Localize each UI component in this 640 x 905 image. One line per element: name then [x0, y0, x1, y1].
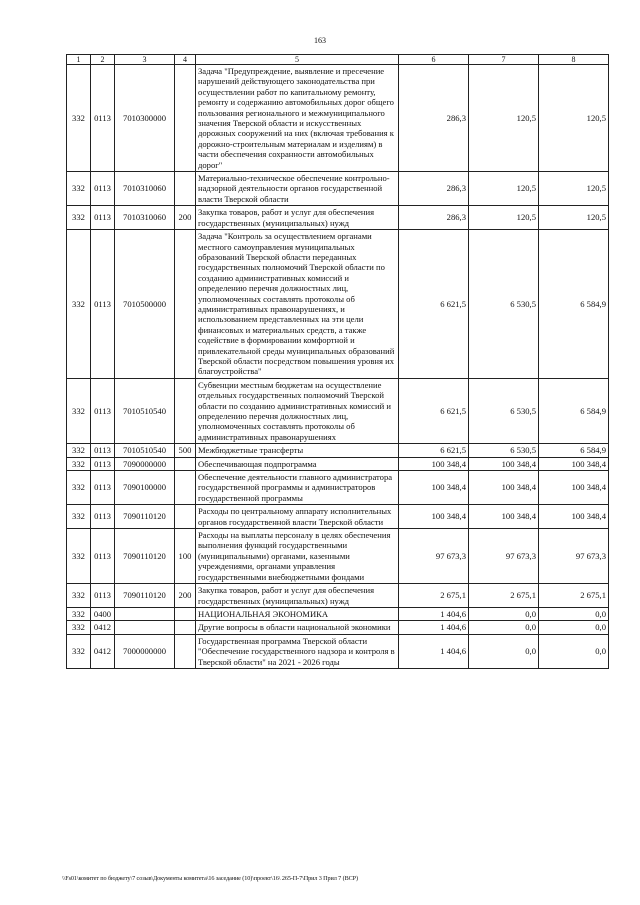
- column-header: 2: [91, 55, 115, 65]
- admin-code-cell: 332: [67, 634, 91, 668]
- admin-code-cell: 332: [67, 378, 91, 443]
- description-cell: НАЦИОНАЛЬНАЯ ЭКОНОМИКА: [196, 607, 399, 620]
- admin-code-cell: 332: [67, 172, 91, 206]
- target-article-cell: 7090110120: [115, 529, 175, 584]
- admin-code-cell: 332: [67, 471, 91, 505]
- amount-col7-cell: 100 348,4: [469, 457, 539, 470]
- section-code-cell: 0412: [91, 634, 115, 668]
- description-cell: Закупка товаров, работ и услуг для обеспечения государственных (муниципальных) нужд: [196, 584, 399, 608]
- amount-col8-cell: 6 584,9: [539, 378, 609, 443]
- amount-col6-cell: 2 675,1: [399, 584, 469, 608]
- admin-code-cell: 332: [67, 529, 91, 584]
- target-article-cell: [115, 621, 175, 634]
- amount-col6-cell: 286,3: [399, 172, 469, 206]
- amount-col7-cell: 120,5: [469, 172, 539, 206]
- amount-col7-cell: 97 673,3: [469, 529, 539, 584]
- target-article-cell: 7000000000: [115, 634, 175, 668]
- column-header: 8: [539, 55, 609, 65]
- amount-col8-cell: 100 348,4: [539, 505, 609, 529]
- amount-col7-cell: 0,0: [469, 621, 539, 634]
- description-cell: Задача "Предупреждение, выявление и пресечение нарушений действующего законодательства при осуществлении работ по капитальному ремонту, ремонту и содержанию автомобильных дорог общего пользования регионального и межмуниципального значения Тверской области и искусственных дорожных сооружений на них (включая требования к дорожно-строительным материалам и изделиям) в части обеспечения сохранности автомобильных дорог": [196, 65, 399, 172]
- section-code-cell: 0113: [91, 457, 115, 470]
- amount-col8-cell: 100 348,4: [539, 457, 609, 470]
- column-header: 1: [67, 55, 91, 65]
- amount-col7-cell: 6 530,5: [469, 444, 539, 457]
- amount-col6-cell: 6 621,5: [399, 230, 469, 379]
- admin-code-cell: 332: [67, 621, 91, 634]
- amount-col8-cell: 6 584,9: [539, 444, 609, 457]
- amount-col6-cell: 6 621,5: [399, 444, 469, 457]
- expense-type-cell: [175, 230, 196, 379]
- table-row: [67, 378, 609, 443]
- expense-type-cell: 200: [175, 206, 196, 230]
- column-header: 3: [115, 55, 175, 65]
- section-code-cell: 0400: [91, 607, 115, 620]
- table-row: [67, 471, 609, 505]
- expense-type-cell: [175, 634, 196, 668]
- section-code-cell: 0113: [91, 172, 115, 206]
- amount-col7-cell: 0,0: [469, 607, 539, 620]
- amount-col6-cell: 1 404,6: [399, 634, 469, 668]
- description-cell: Закупка товаров, работ и услуг для обеспечения государственных (муниципальных) нужд: [196, 206, 399, 230]
- section-code-cell: 0113: [91, 65, 115, 172]
- section-code-cell: 0113: [91, 378, 115, 443]
- page-number: 163: [314, 36, 326, 45]
- admin-code-cell: 332: [67, 444, 91, 457]
- target-article-cell: 7010510540: [115, 444, 175, 457]
- target-article-cell: 7010310060: [115, 206, 175, 230]
- expense-type-cell: [175, 378, 196, 443]
- table-row: [67, 444, 609, 457]
- section-code-cell: 0113: [91, 206, 115, 230]
- amount-col7-cell: 0,0: [469, 634, 539, 668]
- table-row: [67, 634, 609, 668]
- amount-col8-cell: 120,5: [539, 172, 609, 206]
- amount-col8-cell: 120,5: [539, 206, 609, 230]
- description-cell: Обеспечение деятельности главного администратора государственной программы и администраторов государственной программы: [196, 471, 399, 505]
- expense-type-cell: [175, 607, 196, 620]
- description-cell: Субвенции местным бюджетам на осуществление отдельных государственных полномочий Тверской области по созданию административных комиссий и определению перечня должностных лиц, уполномоченных составлять протоколы об административных правонарушениях: [196, 378, 399, 443]
- description-cell: Материально-техническое обеспечение контрольно-надзорной деятельности органов государственной власти Тверской области: [196, 172, 399, 206]
- amount-col7-cell: 120,5: [469, 65, 539, 172]
- amount-col7-cell: 2 675,1: [469, 584, 539, 608]
- section-code-cell: 0113: [91, 230, 115, 379]
- amount-col6-cell: 97 673,3: [399, 529, 469, 584]
- expense-type-cell: 100: [175, 529, 196, 584]
- amount-col8-cell: 0,0: [539, 621, 609, 634]
- table-row: [67, 230, 609, 379]
- column-header: 7: [469, 55, 539, 65]
- expense-type-cell: [175, 65, 196, 172]
- expense-type-cell: [175, 505, 196, 529]
- section-code-cell: 0412: [91, 621, 115, 634]
- description-cell: Межбюджетные трансферты: [196, 444, 399, 457]
- amount-col6-cell: 1 404,6: [399, 607, 469, 620]
- admin-code-cell: 332: [67, 607, 91, 620]
- section-code-cell: 0113: [91, 471, 115, 505]
- section-code-cell: 0113: [91, 584, 115, 608]
- amount-col6-cell: 6 621,5: [399, 378, 469, 443]
- description-cell: Государственная программа Тверской области "Обеспечение государственного надзора и контроля в Тверской области" на 2021 - 2026 годы: [196, 634, 399, 668]
- target-article-cell: [115, 607, 175, 620]
- amount-col8-cell: 100 348,4: [539, 471, 609, 505]
- admin-code-cell: 332: [67, 206, 91, 230]
- section-code-cell: 0113: [91, 529, 115, 584]
- table-row: [67, 172, 609, 206]
- amount-col6-cell: 100 348,4: [399, 471, 469, 505]
- expense-type-cell: [175, 621, 196, 634]
- table-row: [67, 457, 609, 470]
- section-code-cell: 0113: [91, 444, 115, 457]
- amount-col7-cell: 6 530,5: [469, 230, 539, 379]
- expense-type-cell: 200: [175, 584, 196, 608]
- expense-type-cell: 500: [175, 444, 196, 457]
- target-article-cell: 7010300000: [115, 65, 175, 172]
- target-article-cell: 7090100000: [115, 471, 175, 505]
- file-path-footer: \\Fs01\комитет по бюджету\7 созыв\Документы комитета\16 заседание (10)\проект\16\ 265-П-7\Прил 3 Прил 7 (ВСР): [62, 875, 358, 882]
- section-code-cell: 0113: [91, 505, 115, 529]
- amount-col8-cell: 97 673,3: [539, 529, 609, 584]
- amount-col8-cell: 120,5: [539, 65, 609, 172]
- table-header-row: [67, 55, 609, 65]
- table-row: [67, 206, 609, 230]
- target-article-cell: 7010310060: [115, 172, 175, 206]
- target-article-cell: 7010500000: [115, 230, 175, 379]
- table-row: [67, 584, 609, 608]
- table-row: [67, 607, 609, 620]
- expense-type-cell: [175, 471, 196, 505]
- column-header: 4: [175, 55, 196, 65]
- amount-col6-cell: 100 348,4: [399, 505, 469, 529]
- description-cell: Обеспечивающая подпрограмма: [196, 457, 399, 470]
- table-row: [67, 621, 609, 634]
- target-article-cell: 7010510540: [115, 378, 175, 443]
- amount-col8-cell: 6 584,9: [539, 230, 609, 379]
- amount-col7-cell: 6 530,5: [469, 378, 539, 443]
- table-row: [67, 65, 609, 172]
- admin-code-cell: 332: [67, 65, 91, 172]
- amount-col8-cell: 0,0: [539, 634, 609, 668]
- target-article-cell: 7090110120: [115, 505, 175, 529]
- description-cell: Расходы на выплаты персоналу в целях обеспечения выполнения функций государственными (муниципальными) органами, казенными учреждениями, органами управления государственными внебюджетными фондами: [196, 529, 399, 584]
- amount-col7-cell: 120,5: [469, 206, 539, 230]
- budget-table: [66, 54, 609, 669]
- table-row: [67, 529, 609, 584]
- amount-col6-cell: 286,3: [399, 206, 469, 230]
- table-row: [67, 505, 609, 529]
- column-header: 5: [196, 55, 399, 65]
- description-cell: Задача "Контроль за осуществлением органами местного самоуправления муниципальных образований Тверской области переданных государственных полномочий Тверской области по созданию административных комиссий и определению перечня должностных лиц, уполномоченных составлять протоколы об административных правонарушениях, и использованием представленных на эти цели финансовых и материальных средств, а также содействие в формировании комфортной и привлекательной среды муниципальных образований Тверской области посредством повышения уровня их благоустройства": [196, 230, 399, 379]
- expense-type-cell: [175, 457, 196, 470]
- target-article-cell: 7090110120: [115, 584, 175, 608]
- admin-code-cell: 332: [67, 457, 91, 470]
- target-article-cell: 7090000000: [115, 457, 175, 470]
- amount-col8-cell: 0,0: [539, 607, 609, 620]
- amount-col7-cell: 100 348,4: [469, 505, 539, 529]
- amount-col8-cell: 2 675,1: [539, 584, 609, 608]
- admin-code-cell: 332: [67, 230, 91, 379]
- amount-col7-cell: 100 348,4: [469, 471, 539, 505]
- expense-type-cell: [175, 172, 196, 206]
- amount-col6-cell: 286,3: [399, 65, 469, 172]
- description-cell: Расходы по центральному аппарату исполнительных органов государственной власти Тверской области: [196, 505, 399, 529]
- admin-code-cell: 332: [67, 505, 91, 529]
- amount-col6-cell: 1 404,6: [399, 621, 469, 634]
- description-cell: Другие вопросы в области национальной экономики: [196, 621, 399, 634]
- column-header: 6: [399, 55, 469, 65]
- admin-code-cell: 332: [67, 584, 91, 608]
- amount-col6-cell: 100 348,4: [399, 457, 469, 470]
